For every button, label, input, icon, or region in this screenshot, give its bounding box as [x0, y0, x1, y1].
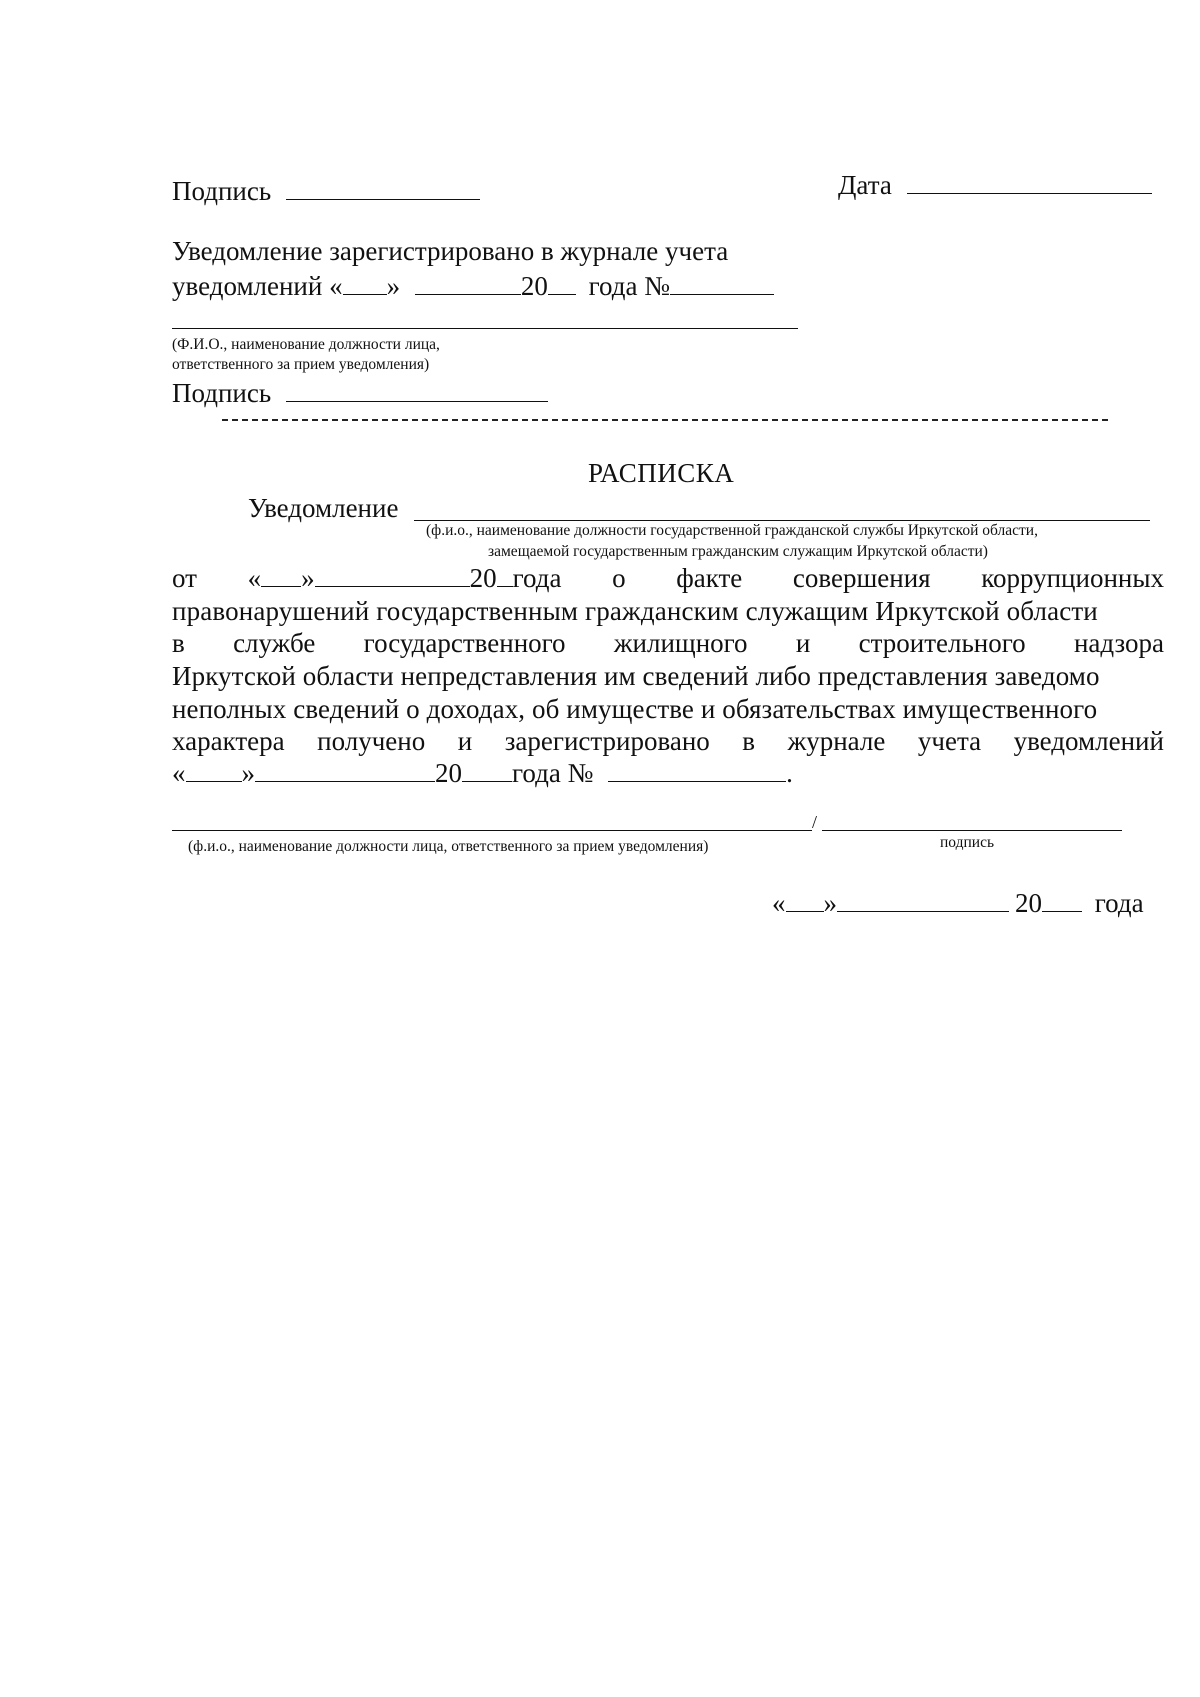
receipt-notice-caption-2: замещаемой государственным гражданским служащим Иркутской области): [488, 543, 988, 560]
signature-line: [286, 199, 480, 200]
body-day-blank: [261, 586, 301, 587]
body-line-1: от « » 20 года о факте совершения коррупционных: [172, 563, 1164, 593]
fio-caption-1: (Ф.И.О., наименование должности лица,: [172, 336, 440, 353]
reg2-day-blank: [186, 781, 242, 782]
date-row: [838, 170, 1152, 201]
signature-label: Подпись: [172, 176, 272, 206]
reg2-month-blank: [255, 781, 435, 782]
final-date-row: « » 20 года: [772, 888, 1144, 918]
receipt-title: РАСПИСКА: [588, 458, 735, 488]
body-year-blank: [497, 586, 513, 587]
signature-caption: подпись: [940, 834, 995, 851]
registration-line-2: уведомлений « » 20 года №: [172, 271, 774, 302]
fio-caption-2: ответственного за прием уведомления): [172, 356, 430, 373]
receipt-notice-label: Уведомление: [248, 493, 399, 523]
registration-line-1: Уведомление зарегистрировано в журнале учета: [172, 236, 729, 266]
responsible-signature-line: [822, 830, 1122, 831]
date-label: Дата: [838, 170, 892, 200]
cut-line: [222, 419, 1108, 421]
body-line-5: неполных сведений о доходах, об имуществе и обязательствах имущественного: [172, 694, 1098, 724]
receipt-notice-caption-1: (ф.и.о., наименование должности государственной гражданской службы Иркутской области,: [426, 522, 1038, 539]
reg2-year-blank: [462, 781, 512, 782]
slash-separator: /: [812, 812, 818, 832]
body-line-4: Иркутской области непредставления им сведений либо представления заведомо: [172, 661, 1100, 691]
reg-year-blank: [548, 294, 576, 295]
reg-month-blank: [415, 294, 521, 295]
registration-signature-line: [286, 401, 548, 402]
reg2-number-blank: [608, 781, 786, 782]
final-day-blank: [786, 911, 824, 912]
body-month-blank: [315, 586, 470, 587]
body-line-6: характера получено и зарегистрировано в журнале учета уведомлений: [172, 726, 1164, 756]
reg-number-blank: [670, 294, 774, 295]
registration-signature-row: [172, 378, 548, 409]
reg-day-blank: [343, 294, 387, 295]
registration-signature-label: Подпись: [172, 378, 272, 408]
body-line-3: в службе государственного жилищного и строительного надзора: [172, 628, 1164, 658]
fio-line: [172, 328, 798, 329]
receipt-notice-line: [414, 520, 1150, 521]
final-month-blank: [837, 911, 1009, 912]
body-line-2: правонарушений государственным гражданским служащим Иркутской области: [172, 596, 1098, 626]
body-line-7: « » 20 года № .: [172, 758, 793, 788]
final-year-blank: [1042, 911, 1082, 912]
signature-row: [172, 176, 480, 207]
responsible-line: [172, 830, 812, 831]
date-line: [907, 193, 1152, 194]
responsible-caption: (ф.и.о., наименование должности лица, ответственного за прием уведомления): [188, 838, 709, 855]
